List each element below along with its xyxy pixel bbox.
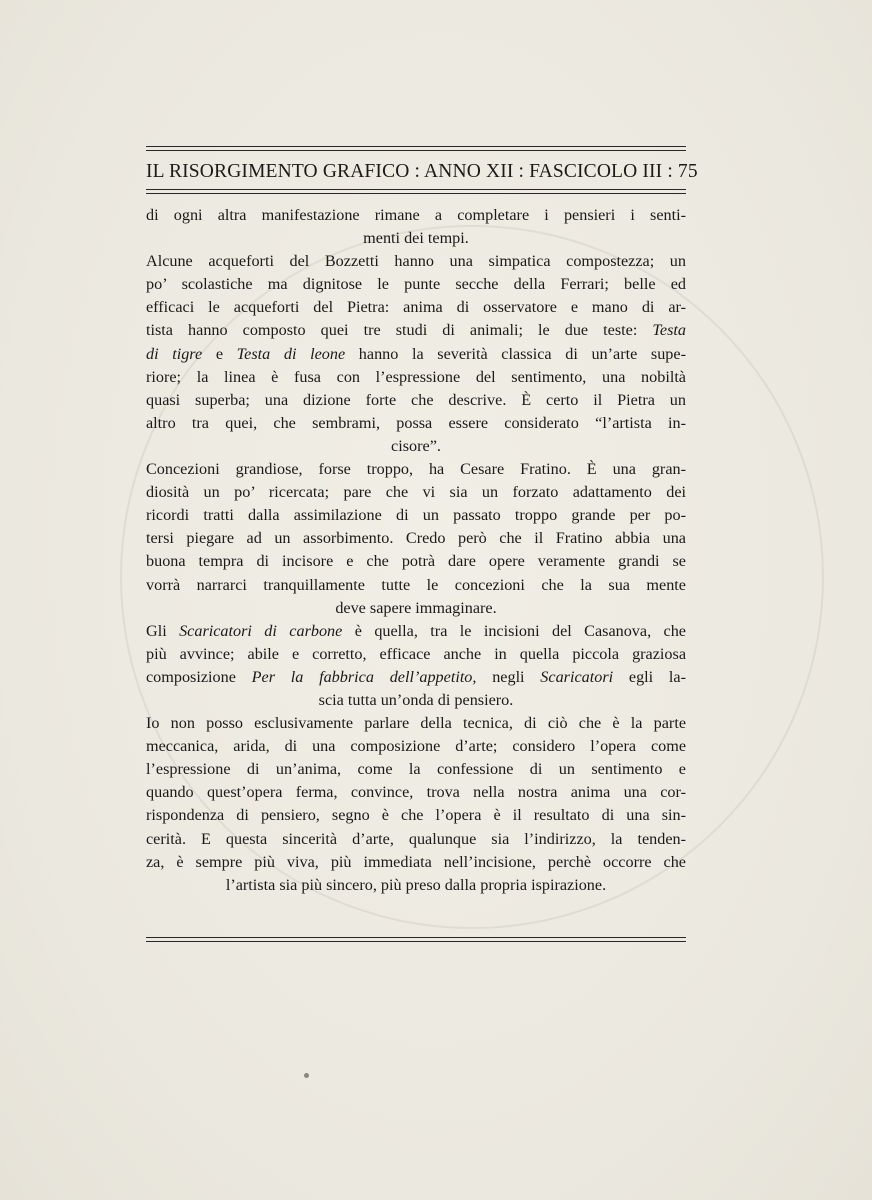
text-segment: l’espressione di un’anima, come la confessione di un sentimento e [146,760,686,779]
text-segment: scia tutta un’onda di pensiero. [318,690,514,709]
text-line [146,828,686,851]
text-segment: deve sapere immaginare. [335,598,497,617]
text-line [146,712,686,735]
text-segment: di ogni altra manifestazione rimane a completare i pensieri i senti- [146,206,686,224]
italic-title-segment: Testa di leone [236,344,346,363]
text-segment: rispondenza di pensiero, segno è che l’opera è il resultato di una sin- [146,806,686,825]
text-segment: za, è sempre più viva, più immediata nell’incisione, perchè occorre che [146,852,686,871]
text-segment: Gli [146,621,180,640]
text-segment: cerità. E questa sincerità d’arte, qualunque sia l’indirizzo, la tenden- [146,829,686,848]
text-line [146,204,686,227]
text-line [146,366,686,389]
italic-title-segment: Per la fabbrica dell’appetito, [251,667,477,686]
text-segment: po’ scolastiche ma dignitose le punte secche della Ferrari; belle ed [146,275,686,294]
text-segment: composizione [146,667,252,686]
text-line [146,319,686,342]
text-line [146,458,686,481]
text-line [146,435,686,458]
text-line [146,504,686,527]
text-segment: cisore”. [391,436,441,455]
text-line [146,735,686,758]
footer-rule [146,937,686,938]
text-line [146,550,686,573]
text-line [146,643,686,666]
text-line [146,527,686,550]
running-head: IL RISORGIMENTO GRAFICO : ANNO XII : FASCICOLO III : 75 [146,161,698,182]
text-segment: riore; la linea è fusa con l’espressione del sentimento, una nobiltà [146,367,686,386]
italic-title-segment: Testa [652,321,686,340]
text-segment: buona tempra di incisore e che potrà dare opere veramente grandi se [146,552,686,571]
text-line [146,481,686,504]
text-line [146,874,686,897]
text-segment: quando quest’opera ferma, convince, trova nella nostra anima una cor- [146,783,686,802]
text-line [146,620,686,643]
text-segment: diosità un po’ ricercata; pare che vi sia un forzato adattamento dei [146,483,686,502]
text-segment: efficaci le acqueforti del Pietra: anima di osservatore e mano di ar- [146,298,686,317]
italic-title-segment: Scaricatori [540,667,614,686]
text-segment: è quella, tra le incisioni del Casanova, che [342,621,686,640]
header-rule-bottom [146,189,686,190]
article-body [146,204,686,897]
text-line [146,689,686,712]
text-line [146,574,686,597]
text-segment: menti dei tempi. [363,229,469,248]
italic-title-segment: Scaricatori di carbone [179,621,343,640]
text-line [146,781,686,804]
text-line [146,227,686,250]
text-segment: Concezioni grandiose, forse troppo, ha Cesare Fratino. È una gran- [146,460,686,479]
text-segment: quasi superba; una dizione forte che descrive. È certo il Pietra un [146,390,686,409]
text-line [146,343,686,366]
text-segment: egli la- [613,667,686,686]
text-segment: ricordi tratti dalla assimilazione di un passato troppo grande per po- [146,506,686,525]
header-rule-top-inner [146,150,686,151]
text-segment: meccanica, arida, di una composizione d’arte; considero l’opera come [146,737,686,756]
italic-title-segment: di tigre [146,344,203,363]
text-line [146,412,686,435]
text-line [146,804,686,827]
text-segment: negli [476,667,541,686]
text-line [146,250,686,273]
text-segment: e [202,344,237,363]
text-segment: più avvince; abile e corretto, efficace anche in quella piccola graziosa [146,644,686,663]
text-segment: tersi piegare ad un assorbimento. Credo però che il Fratino abbia una [146,529,686,548]
text-line [146,389,686,412]
text-segment: hanno la severità classica di un’arte supe- [345,344,686,363]
text-segment: tista hanno composto quei tre studi di animali; le due teste: [146,321,653,340]
header-rule-bottom-inner [146,193,686,194]
text-segment: vorrà narrarci tranquillamente tutte le concezioni che la sua mente [146,575,686,594]
text-line [146,597,686,620]
text-segment: Alcune acqueforti del Bozzetti hanno una simpatica compostezza; un [146,252,686,271]
text-segment: altro tra quei, che sembrami, possa essere considerato “l’artista in- [146,413,686,432]
text-line [146,296,686,319]
text-segment: l’artista sia più sincero, più preso dalla propria ispirazione. [225,875,607,894]
header-rule-top [146,146,686,147]
paper-speck [304,1073,309,1078]
text-line [146,851,686,874]
text-line [146,758,686,781]
footer-rule-inner [146,941,686,942]
text-line [146,666,686,689]
text-line [146,273,686,296]
text-segment: Io non posso esclusivamente parlare della tecnica, di ciò che è la parte [146,714,686,733]
